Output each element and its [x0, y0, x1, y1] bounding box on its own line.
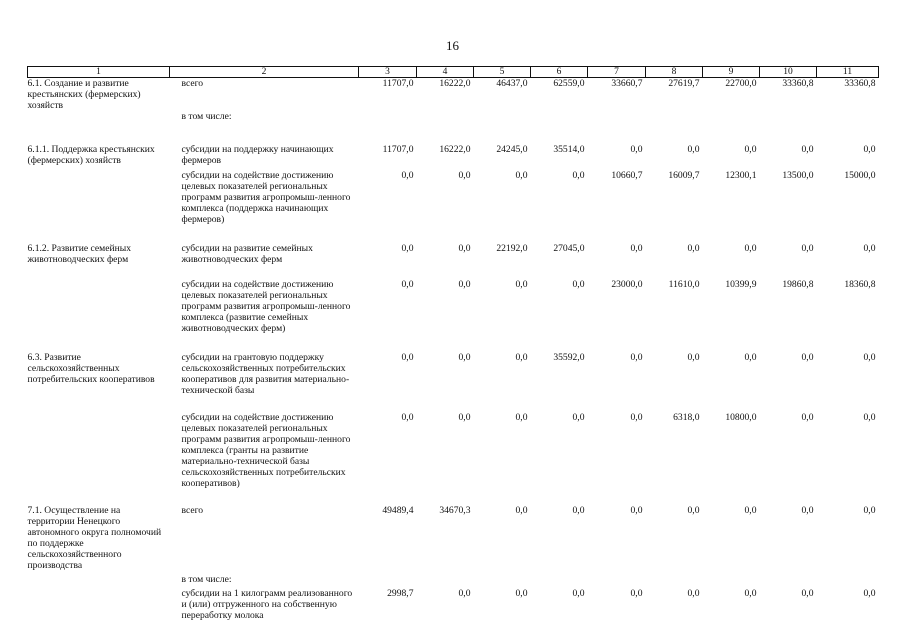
value-cell: 49489,4: [382, 505, 414, 516]
value-cell: 33360,8: [782, 78, 814, 89]
table-row: [28, 412, 879, 489]
value-cell: 2998,7: [387, 588, 414, 599]
measure-cell: [28, 574, 170, 585]
table-row: [28, 574, 879, 585]
column-header: 2: [170, 67, 359, 78]
value-cell: 12300,1: [725, 170, 757, 181]
value-cell: 19860,8: [782, 279, 814, 290]
table-body: [28, 78, 879, 622]
value-cell: 0,0: [630, 505, 643, 516]
value-cell: 10660,7: [611, 170, 643, 181]
measure-cell: [28, 588, 170, 621]
value-cell: [588, 111, 646, 122]
value-cell: 35514,0: [553, 144, 585, 155]
value-cell: 0,0: [744, 144, 757, 155]
funding-type-cell: субсидии на грантовую поддержку сельскохозяйственных потребительских кооперативов для развития материально-технической базы: [181, 352, 350, 396]
measure-cell: 6.1. Создание и развитие крестьянских (фермерских) хозяйств: [27, 78, 141, 111]
value-cell: 0,0: [515, 170, 528, 181]
value-cell: 0,0: [630, 352, 643, 363]
value-cell: 0,0: [863, 352, 876, 363]
value-cell: 0,0: [572, 505, 585, 516]
value-cell: 0,0: [863, 243, 876, 254]
value-cell: 6318,0: [673, 412, 700, 423]
row-spacer: [28, 265, 879, 279]
measure-cell: [28, 111, 170, 122]
column-header: 11: [817, 67, 879, 78]
value-cell: 0,0: [744, 505, 757, 516]
column-header: 9: [703, 67, 760, 78]
table-row: [28, 243, 879, 265]
measure-cell: [28, 412, 170, 489]
value-cell: 33660,7: [611, 78, 643, 89]
value-cell: 0,0: [572, 279, 585, 290]
funding-type-cell: в том числе:: [181, 111, 232, 122]
value-cell: 0,0: [572, 170, 585, 181]
funding-type-cell: субсидии на содействие достижению целевых показателей региональных программ развития агропромыш-ленного комплекса (гранты на развитие материально-технической базы сельскохозяйственных потребительских кооперативов): [181, 412, 351, 489]
measure-cell: [28, 170, 170, 225]
value-cell: 0,0: [863, 412, 876, 423]
value-cell: [531, 574, 588, 585]
value-cell: 0,0: [458, 279, 471, 290]
funding-type-cell: всего: [181, 78, 204, 89]
value-cell: [703, 574, 760, 585]
value-cell: 24245,0: [496, 144, 528, 155]
column-header: 7: [588, 67, 646, 78]
funding-type-cell: субсидии на содействие достижению целевых показателей региональных программ развития агропромыш-ленного комплекса (поддержка начинающих фермеров): [181, 170, 351, 225]
value-cell: 0,0: [687, 243, 700, 254]
funding-type-cell: субсидии на поддержку начинающих фермеров: [181, 144, 334, 166]
value-cell: [646, 111, 703, 122]
value-cell: 0,0: [744, 243, 757, 254]
table-row: [28, 170, 879, 225]
value-cell: 0,0: [801, 505, 814, 516]
value-cell: [474, 111, 531, 122]
value-cell: 0,0: [458, 588, 471, 599]
value-cell: 33360,8: [844, 78, 876, 89]
value-cell: 0,0: [572, 588, 585, 599]
column-header: 3: [359, 67, 417, 78]
table-row: [28, 78, 879, 112]
funding-type-cell: субсидии на 1 килограмм реализованного и (или) отгруженного на собственную переработку молока: [181, 588, 353, 621]
value-cell: 0,0: [401, 352, 414, 363]
value-cell: [646, 574, 703, 585]
value-cell: 0,0: [863, 588, 876, 599]
value-cell: 35592,0: [553, 352, 585, 363]
value-cell: 22700,0: [725, 78, 757, 89]
value-cell: [474, 574, 531, 585]
column-header: 8: [646, 67, 703, 78]
funding-type-cell: субсидии на содействие достижению целевых показателей региональных программ развития агропромыш-ленного комплекса (развитие семейных животноводческих ферм): [181, 279, 351, 334]
row-spacer: [28, 396, 879, 412]
value-cell: 11707,0: [382, 78, 414, 89]
value-cell: 0,0: [458, 412, 471, 423]
header-row: [28, 67, 879, 78]
measure-cell: 6.1.1. Поддержка крестьянских (фермерских) хозяйств: [27, 144, 155, 166]
value-cell: 0,0: [401, 170, 414, 181]
value-cell: 0,0: [687, 352, 700, 363]
value-cell: [417, 111, 474, 122]
value-cell: 27045,0: [553, 243, 585, 254]
table-row: [28, 144, 879, 166]
funding-type-cell: в том числе:: [181, 574, 232, 585]
column-header: 10: [760, 67, 817, 78]
subsidy-table: [27, 66, 879, 621]
value-cell: 23000,0: [611, 279, 643, 290]
value-cell: 16222,0: [439, 78, 471, 89]
table-row: [28, 505, 879, 571]
value-cell: [817, 574, 879, 585]
value-cell: 13500,0: [782, 170, 814, 181]
value-cell: 62559,0: [553, 78, 585, 89]
table-row: [28, 588, 879, 621]
table-row: [28, 279, 879, 334]
value-cell: 0,0: [458, 170, 471, 181]
value-cell: 10399,9: [725, 279, 757, 290]
column-header: 4: [417, 67, 474, 78]
value-cell: 34670,3: [439, 505, 471, 516]
value-cell: 0,0: [515, 588, 528, 599]
measure-cell: 7.1. Осуществление на территории Ненецкого автономного округа полномочий по поддержке сельскохозяйственного производства: [27, 505, 162, 571]
value-cell: 0,0: [687, 144, 700, 155]
value-cell: 0,0: [630, 243, 643, 254]
funding-type-cell: субсидии на развитие семейных животноводческих ферм: [181, 243, 313, 265]
row-spacer: [28, 122, 879, 144]
value-cell: 0,0: [687, 588, 700, 599]
value-cell: 0,0: [630, 588, 643, 599]
value-cell: 27619,7: [668, 78, 700, 89]
value-cell: 0,0: [801, 588, 814, 599]
measure-cell: [28, 279, 170, 334]
page-number: 16: [446, 38, 459, 53]
value-cell: 0,0: [401, 279, 414, 290]
value-cell: 18360,8: [844, 279, 876, 290]
row-spacer: [28, 334, 879, 352]
row-spacer: [28, 489, 879, 505]
value-cell: 0,0: [458, 243, 471, 254]
value-cell: [817, 111, 879, 122]
value-cell: 0,0: [744, 352, 757, 363]
value-cell: [760, 111, 817, 122]
value-cell: [588, 574, 646, 585]
value-cell: 0,0: [630, 412, 643, 423]
value-cell: 0,0: [572, 412, 585, 423]
value-cell: 0,0: [863, 144, 876, 155]
value-cell: 0,0: [801, 352, 814, 363]
measure-cell: 6.3. Развитие сельскохозяйственных потребительских кооперативов: [27, 352, 155, 385]
value-cell: [703, 111, 760, 122]
value-cell: 0,0: [515, 505, 528, 516]
value-cell: 16222,0: [439, 144, 471, 155]
value-cell: [359, 111, 417, 122]
table-row: [28, 352, 879, 396]
value-cell: [417, 574, 474, 585]
value-cell: 16009,7: [668, 170, 700, 181]
value-cell: 0,0: [801, 243, 814, 254]
value-cell: 46437,0: [496, 78, 528, 89]
funding-type-cell: всего: [181, 505, 204, 516]
value-cell: 0,0: [630, 144, 643, 155]
value-cell: 15000,0: [844, 170, 876, 181]
table-row: [28, 111, 879, 122]
column-header: 5: [474, 67, 531, 78]
value-cell: 0,0: [801, 412, 814, 423]
value-cell: [359, 574, 417, 585]
value-cell: 11707,0: [382, 144, 414, 155]
column-header: 6: [531, 67, 588, 78]
value-cell: 22192,0: [496, 243, 528, 254]
row-spacer: [28, 225, 879, 243]
value-cell: 0,0: [744, 588, 757, 599]
value-cell: 10800,0: [725, 412, 757, 423]
value-cell: [760, 574, 817, 585]
value-cell: 0,0: [401, 412, 414, 423]
value-cell: 0,0: [458, 352, 471, 363]
column-header: 1: [28, 67, 170, 78]
value-cell: 0,0: [515, 279, 528, 290]
value-cell: 0,0: [687, 505, 700, 516]
value-cell: 0,0: [863, 505, 876, 516]
measure-cell: 6.1.2. Развитие семейных животноводческих ферм: [27, 243, 131, 265]
value-cell: 0,0: [515, 352, 528, 363]
value-cell: 11610,0: [668, 279, 700, 290]
value-cell: 0,0: [401, 243, 414, 254]
value-cell: [531, 111, 588, 122]
value-cell: 0,0: [801, 144, 814, 155]
value-cell: 0,0: [515, 412, 528, 423]
